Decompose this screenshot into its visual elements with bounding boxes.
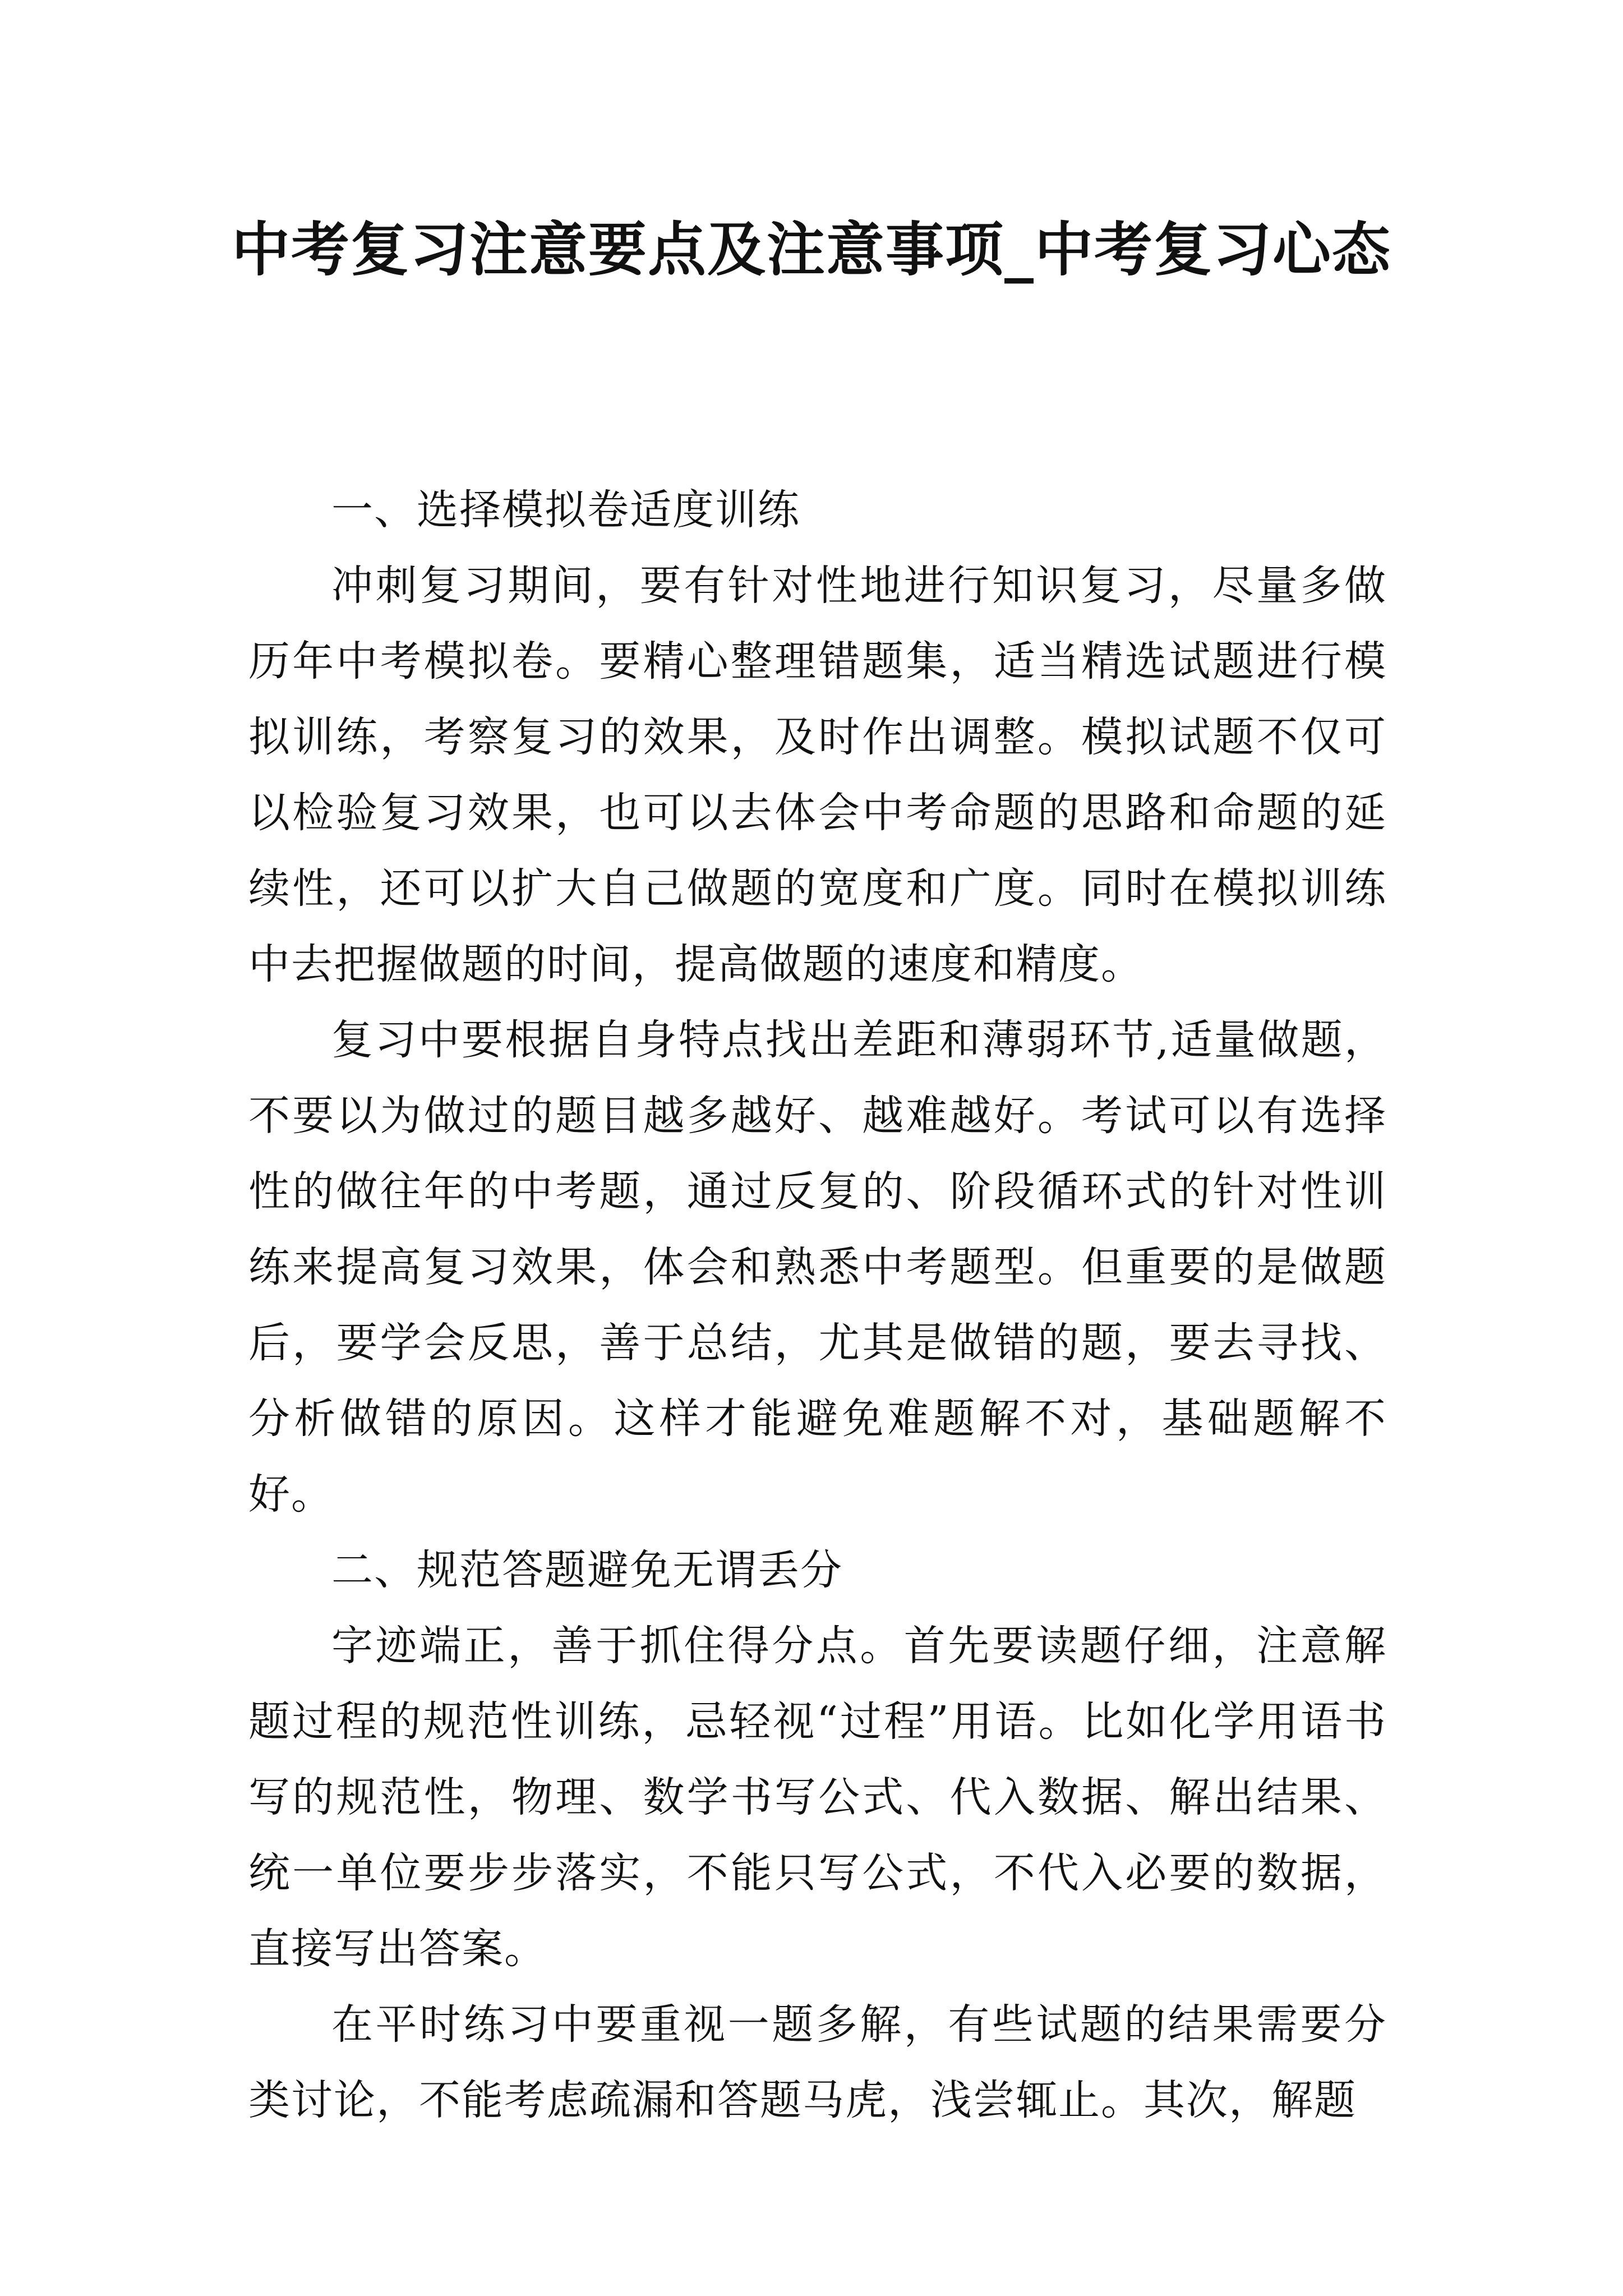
paragraph-1: 冲刺复习期间，要有针对性地进行知识复习，尽量多做历年中考模拟卷。要精心整理错题集，适当精选试题进行模拟训练，考察复习的效果，及时作出调整。模拟试题不仅可以检验复习效果，也可以去体会中考命题的思路和命题的延续性，还可以扩大自己做题的宽度和广度。同时在模拟训练中去把握做题的时间，提高做题的速度和精度。 (248, 562, 1387, 988)
document-title: 中考复习注意要点及注意事项_中考复习心态 (231, 215, 1391, 284)
section-heading-1: 一、选择模拟卷适度训练 (331, 486, 800, 534)
paragraph-3: 字迹端正，善于抓住得分点。首先要读题仔细，注意解题过程的规范性训练，忌轻视“过程”用语。比如化学用语书写的规范性，物理、数学书写公式、代入数据、解出结果、统一单位要步步落实，不能只写公式，不代入必要的数据，直接写出答案。 (248, 1622, 1387, 1973)
paragraph-2: 复习中要根据自身特点找出差距和薄弱环节,适量做题，不要以为做过的题目越多越好、越难越好。考试可以有选择性的做往年的中考题，通过反复的、阶段循环式的针对性训练来提高复习效果，体会和熟悉中考题型。但重要的是做题后，要学会反思，善于总结，尤其是做错的题，要去寻找、分析做错的原因。这样才能避免难题解不对，基础题解不好。 (248, 1016, 1387, 1519)
section-heading-2: 二、规范答题避免无谓丢分 (331, 1546, 843, 1594)
paragraph-4: 在平时练习中要重视一题多解，有些试题的结果需要分类讨论，不能考虑疏漏和答题马虎，浅尝辄止。其次，解题 (248, 2000, 1387, 2124)
document-body (248, 472, 1387, 2138)
